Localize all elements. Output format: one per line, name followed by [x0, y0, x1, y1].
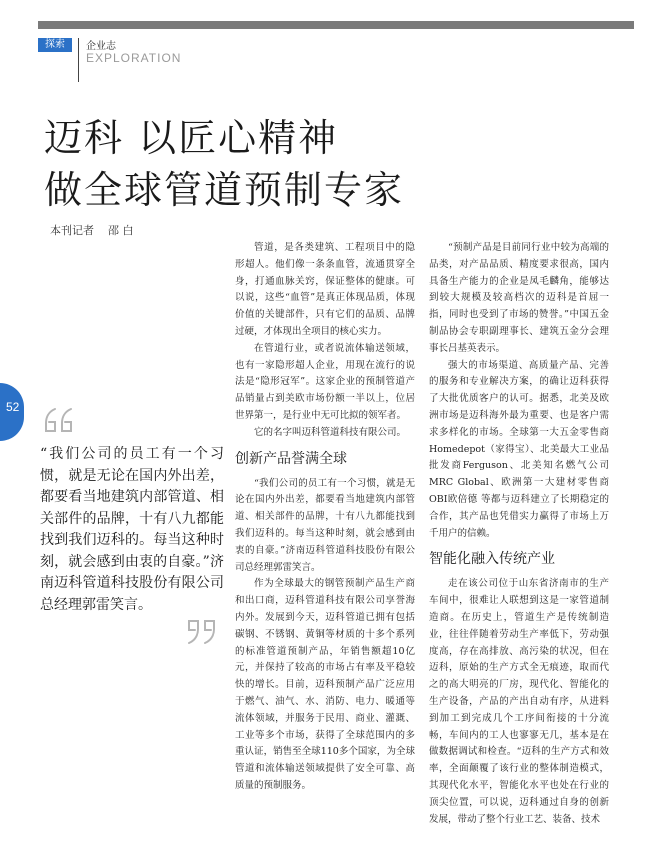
paragraph: 管道，是各类建筑、工程项目中的隐形超人。他们像一条条血管，流通贯穿全身，打通血脉关窍，保证整体的健康。可以说，这些“血管”是真正体现品质，体现价值的关键部件，只有它们的品质、品牌过硬，才体现出全项目的核心实力。 [235, 242, 415, 337]
header-divider [78, 38, 79, 82]
title-line-2: 做全球管道预制专家 [44, 168, 405, 212]
paragraph: 强大的市场渠道、高质量产品、完善的服务和专业解决方案，的确让迈科获得了大批优质客户的认可。据悉，北美及欧洲市场是迈科海外最为重要、也是客户需求多样化的市场。全球第一大五金零售商Homedepot（家得宝）、北美最大工业品批发商Ferguson、北美知名燃气公司MRC Global、欧洲第一大建材零售商OBI欧倍德 等都与迈科建立了长期稳定的合作，其产品也凭借实力赢得了市场上万千用户的信赖。 [429, 359, 609, 539]
article-title [44, 112, 404, 216]
section-heading: 智能化融入传统产业 [429, 551, 555, 568]
title-line-1: 迈科 以匠心精神 [44, 116, 339, 160]
page-number: 52 [6, 400, 20, 414]
paragraph: 走在该公司位于山东省济南市的生产车间中，很难让人联想到这是一家管道制造商。在历史上，管道生产是传统制造业，往往伴随着劳动生产率低下，劳动强度高，存在高排放、高污染的状况，但在迈科，原始的生产方式全无痕迹，取而代之的高大明亮的厂房，现代化、智能化的生产设备，产品的产出自动有序，从进料到加工到完成几个工序间衔接的十分流畅，车间内的工人也寥寥无几，基本是在做数据调试和检查。“迈科的生产方式和效率，全面颠覆了该行业的整体制造模式，其现代化水平，智能化水平也处在行业的顶尖位置，可以说，迈科通过自身的创新发展，带动了整个行业工艺、装备、技术 [429, 578, 609, 825]
byline: 本刊记者 邵 白 [50, 224, 134, 237]
section-name-english: EXPLORATION [86, 51, 182, 65]
paragraph: 在管道行业，或者说流体输送领域，也有一家隐形超人企业，用现在流行的说法是“隐形冠军”。这家企业的预制管道产品销量占到美欧市场份额一半以上，位居世界第一，是行业中无可比拟的领军者。 [235, 342, 415, 421]
paragraph: 作为全球最大的钢管预制产品生产商和出口商，迈科管道科技有限公司享誉海内外。发展到今天，迈科管道已拥有包括碳钢、不锈钢、黄铜等材质的十多个系列的标准管道预制产品，年销售额超10亿元，并保持了较高的市场占有率及平稳较快的增长。目前，迈科预制产品广泛应用于燃气、油气、水、消防、电力、暖通等流体领域，并服务于民用、商业、灌溉、工业等多个市场，获得了全球范围内的多重认证，销售至全球110多个国家，为全球管道和流体输送领域提供了安全可靠、高质量的预制服务。 [235, 578, 415, 791]
paragraph: “我们公司的员工有一个习惯，就是无论在国内外出差，都要看当地建筑内部管道、相关部件的品牌，十有八九都能找到我们迈科的。每当这种时刻，就会感到由衷的自豪。”济南迈科管道科技股份有限公司总经理郭雷笑言。 [235, 477, 415, 573]
category-tag: 探索 [38, 38, 72, 52]
text-column-2 [429, 240, 609, 828]
pull-quote: “我们公司的员工有一个习惯，就是无论在国内外出差，都要看当地建筑内部管道、相关部件的品牌，十有八九都能找到我们迈科的。每当这种时刻，就会感到由衷的自豪。”济南迈科管道科技股份有限公司总经理郭雷笑言。 [40, 446, 224, 613]
section-heading: 创新产品誉满全球 [235, 450, 347, 467]
header-bar [38, 21, 634, 29]
paragraph: 它的名字叫迈科管道科技有限公司。 [254, 426, 407, 438]
text-column-1 [235, 240, 415, 795]
section-name: 企业志 [86, 41, 116, 52]
open-quote-icon [44, 406, 74, 434]
close-quote-icon [186, 618, 216, 646]
paragraph: “预制产品是目前同行业中较为高端的品类，对产品品质、精度要求很高，国内具备生产能力的企业是凤毛麟角，能够达到较大规模及较高档次的迈科是首屈一指，同时也受到了市场的赞誉。”中国五金制品协会专职副理事长、建筑五金分会理事长吕基英表示。 [429, 242, 609, 354]
